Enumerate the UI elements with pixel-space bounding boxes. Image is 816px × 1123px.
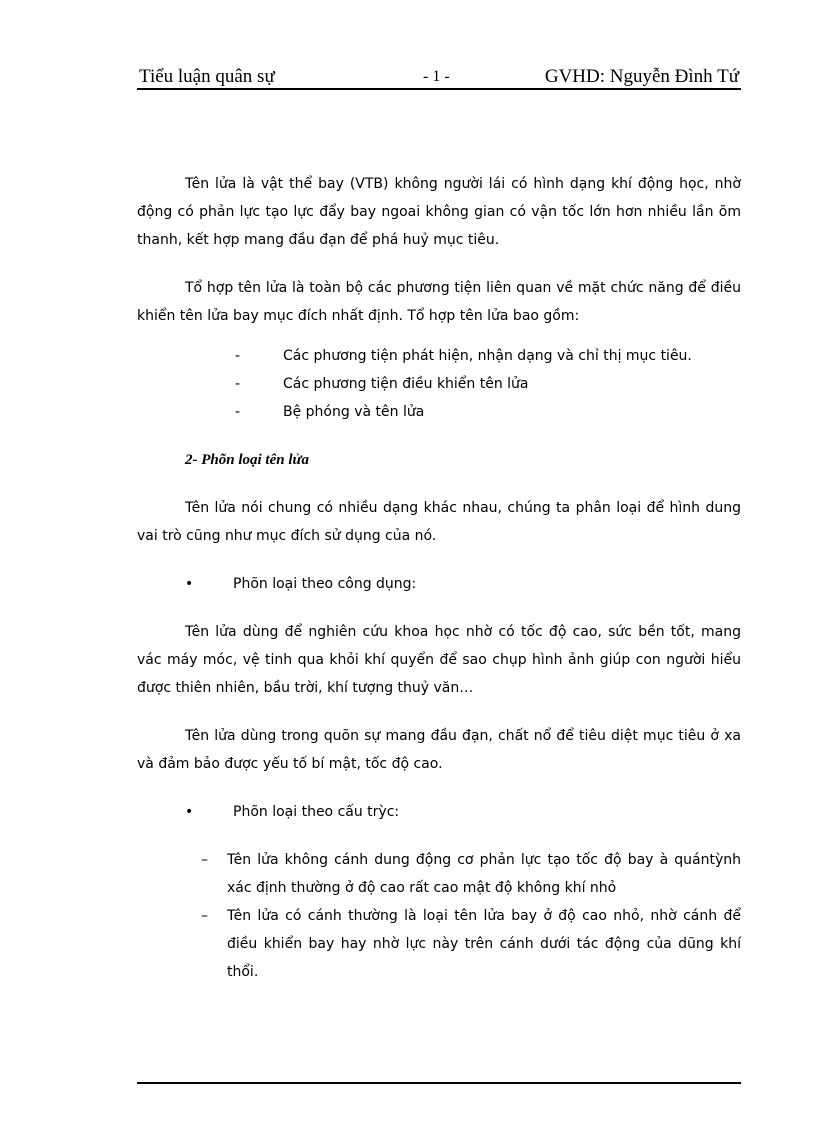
components-list (137, 342, 741, 426)
bullet-icon: • (185, 576, 194, 592)
list-item-text: Bệ phóng và tên lửa (283, 404, 425, 420)
list-item (137, 846, 741, 902)
list-item (137, 398, 741, 426)
bullet-icon: • (185, 804, 194, 820)
list-item (137, 342, 741, 370)
bullet-text: Phõn loại theo công dụng: (233, 576, 417, 592)
page-body (137, 170, 741, 986)
header-rule (137, 88, 741, 90)
paragraph-complex: Tổ hợp tên lửa là toàn bộ các phương tiện liên quan về mặt chức năng để điều khiển tên lửa bay mục đích nhất định. Tổ hợp tên lửa bao gồm: (137, 280, 741, 324)
list-item-text: Tên lửa có cánh thường là loại tên lửa bay ở độ cao nhỏ, nhờ cánh để điều khiển bay hay nhờ lực này trên cánh dưới tác động của dũng khí thổi. (227, 908, 741, 980)
paragraph-classification: Tên lửa nói chung có nhiều dạng khác nhau, chúng ta phân loại để hình dung vai trò cũng như mục đích sử dụng của nó. (137, 500, 741, 544)
list-item (137, 370, 741, 398)
paragraph-military: Tên lửa dùng trong quõn sự mang đầu đạn, chất nổ để tiêu diệt mục tiêu ở xa và đảm bảo được yếu tố bí mật, tốc độ cao. (137, 728, 741, 772)
page-header (137, 64, 741, 90)
bullet-text: Phõn loại theo cấu trỳc: (233, 804, 400, 820)
list-item-text: Các phương tiện phát hiện, nhận dạng và chỉ thị mục tiêu. (283, 348, 692, 364)
header-instructor: GVHD: Nguyễn Đình Tứ (544, 66, 739, 87)
dash-marker: - (235, 348, 241, 364)
page-number: - 1 - (423, 68, 450, 85)
footer-rule (137, 1082, 741, 1084)
dash-marker: – (201, 852, 208, 868)
list-item-text: Tên lửa không cánh dung động cơ phản lực tạo tốc độ bay à quántỳnh xác định thường ở độ cao rất cao mật độ không khí nhỏ (227, 852, 741, 896)
bullet-usage (137, 570, 741, 598)
list-item-text: Các phương tiện điều khiển tên lửa (283, 376, 529, 392)
paragraph-definition: Tên lửa là vật thể bay (VTB) không người lái có hình dạng khí động học, nhờ động có phản lực tạo lực đẩy bay ngoai không gian có vận tốc lớn hơn nhiều lần õm thanh, kết hợp mang đầu đạn để phá huỷ mục tiêu. (137, 176, 741, 248)
dash-marker: - (235, 404, 241, 420)
section-heading: 2- Phõn loại tên lửa (185, 452, 309, 468)
list-item (137, 902, 741, 986)
paragraph-science: Tên lửa dùng để nghiên cứu khoa học nhờ có tốc độ cao, sức bền tốt, mang vác máy móc, vệ tinh qua khỏi khí quyển để sao chụp hình ảnh giúp con người hiểu được thiên nhiên, bầu trời, khí tượng thuỷ văn… (137, 624, 741, 696)
dash-marker: - (235, 376, 241, 392)
dash-marker: – (201, 908, 208, 924)
structure-list (137, 846, 741, 986)
header-title: Tiểu luận quân sự (139, 66, 275, 87)
bullet-structure (137, 798, 741, 826)
